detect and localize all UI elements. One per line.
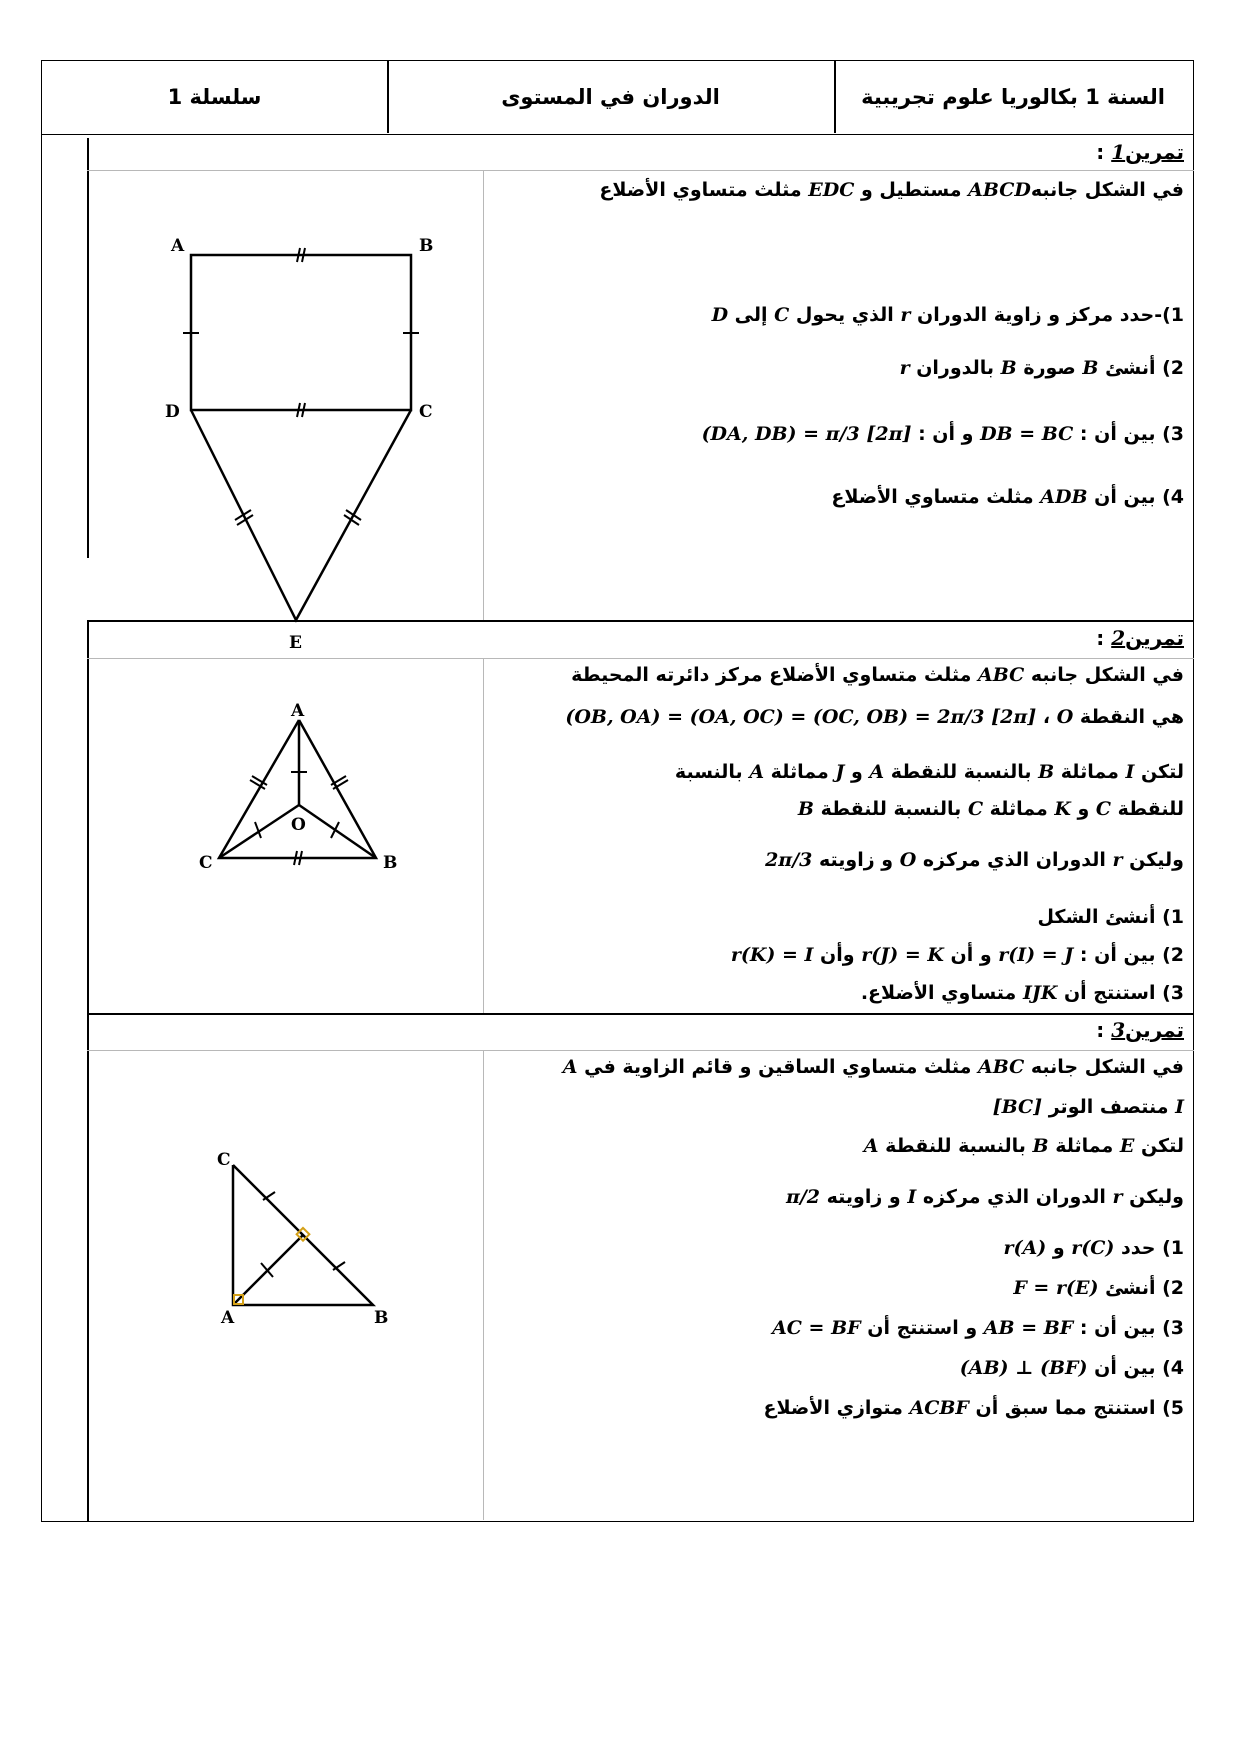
exercise-separator (87, 1013, 1194, 1015)
exercise-2-line1: في الشكل جانبه ABC مثلث متساوي الأضلاع مركز دائرته المحيطة (571, 664, 1184, 686)
margin-line (87, 620, 89, 1522)
label-D: D (165, 402, 180, 422)
exercise-1-q3: 3) بين أن : DB = BC و أن : (DA, DB) = π/3 [2π] (701, 423, 1184, 445)
label-A: A (171, 236, 185, 256)
label-B: B (419, 236, 434, 256)
label-B: B (383, 853, 398, 873)
label-C: C (419, 402, 433, 422)
figure-right-isosceles-triangle (171, 1145, 451, 1385)
header-table (41, 60, 1194, 135)
exercise-3-q4: 4) بين أن (AB) ⊥ (BF) (959, 1357, 1184, 1379)
figure-equilateral-triangle (171, 700, 471, 980)
exercise-3-q1: 1) حدد r(C) و r(A) (1003, 1237, 1184, 1259)
exercise-separator (87, 620, 1194, 622)
label-C: C (199, 853, 213, 873)
header-level: السنة 1 بكالوريا علوم تجريبية (861, 85, 1165, 109)
column-divider (483, 1050, 484, 1520)
exercise-3-q5: 5) استنتج مما سبق أن ACBF متوازي الأضلاع (763, 1397, 1184, 1419)
exercise-1-intro: في الشكل جانبهABCD مستطيل و EDC مثلث متساوي الأضلاع (599, 179, 1184, 201)
exercise-2-q2: 2) بين أن : r(I) = J و أن r(J) = K وأن r(K) = I (730, 944, 1184, 966)
exercise-2-title: تمرين2 : (1096, 626, 1184, 650)
header-series: سلسلة 1 (167, 85, 262, 109)
row-divider (87, 1050, 1194, 1051)
column-divider (483, 658, 484, 1013)
exercise-3-line4: وليكن r الدوران الذي مركزه I و زاويته π/2 (785, 1186, 1184, 1208)
label-E: E (289, 633, 302, 653)
exercise-1-q1: 1)-حدد مركز و زاوية الدوران r الذي يحول C إلى D (711, 304, 1184, 326)
exercise-2-q3: 3) استنتج أن IJK متساوي الأضلاع. (860, 982, 1184, 1004)
margin-line (87, 138, 89, 558)
exercise-3-title: تمرين3 : (1096, 1018, 1184, 1042)
exercise-2-q1: 1) أنشئ الشكل (1037, 906, 1184, 928)
exercise-3-q3: 3) بين أن : AB = BF و استنتج أن AC = BF (772, 1317, 1184, 1339)
row-divider (87, 658, 1194, 659)
exercise-2-line4: للنقطة C و K مماثلة C بالنسبة للنقطة B (797, 798, 1184, 820)
exercise-2-line5: وليكن r الدوران الذي مركزه O و زاويته 2π/3 (765, 849, 1184, 871)
exercise-2-line2: هي النقطة O ، (OB, OA) = (OA, OC) = (OC, OB) = 2π/3 [2π] (565, 706, 1184, 728)
label-B: B (374, 1308, 389, 1328)
label-C: C (217, 1150, 231, 1170)
exercise-3-line1: في الشكل جانبه ABC مثلث متساوي الساقين و قائم الزاوية في A (562, 1056, 1184, 1078)
exercise-3-line2: I منتصف الوتر [BC] (992, 1096, 1184, 1118)
column-divider (483, 170, 484, 620)
exercise-1-title: تمرين1 : (1096, 140, 1184, 164)
header-topic: الدوران في المستوى (501, 85, 720, 109)
label-A: A (221, 1308, 235, 1328)
label-O: O (291, 815, 306, 835)
exercise-1-q4: 4) بين أن ADB مثلث متساوي الأضلاع (831, 486, 1184, 508)
exercise-3-line3: لتكن E مماثلة B بالنسبة للنقطة A (863, 1135, 1184, 1157)
exercise-1-q2: 2) أنشئ B صورة B بالدوران r (899, 357, 1184, 379)
label-A: A (291, 701, 305, 721)
worksheet (41, 60, 1194, 1522)
exercise-3-q2: 2) أنشئ F = r(E) (1013, 1277, 1184, 1299)
figure-rectangle-triangle (101, 165, 481, 653)
exercise-2-line3: لتكن I مماثلة B بالنسبة للنقطة A و J مماثلة A بالنسبة (674, 761, 1184, 783)
